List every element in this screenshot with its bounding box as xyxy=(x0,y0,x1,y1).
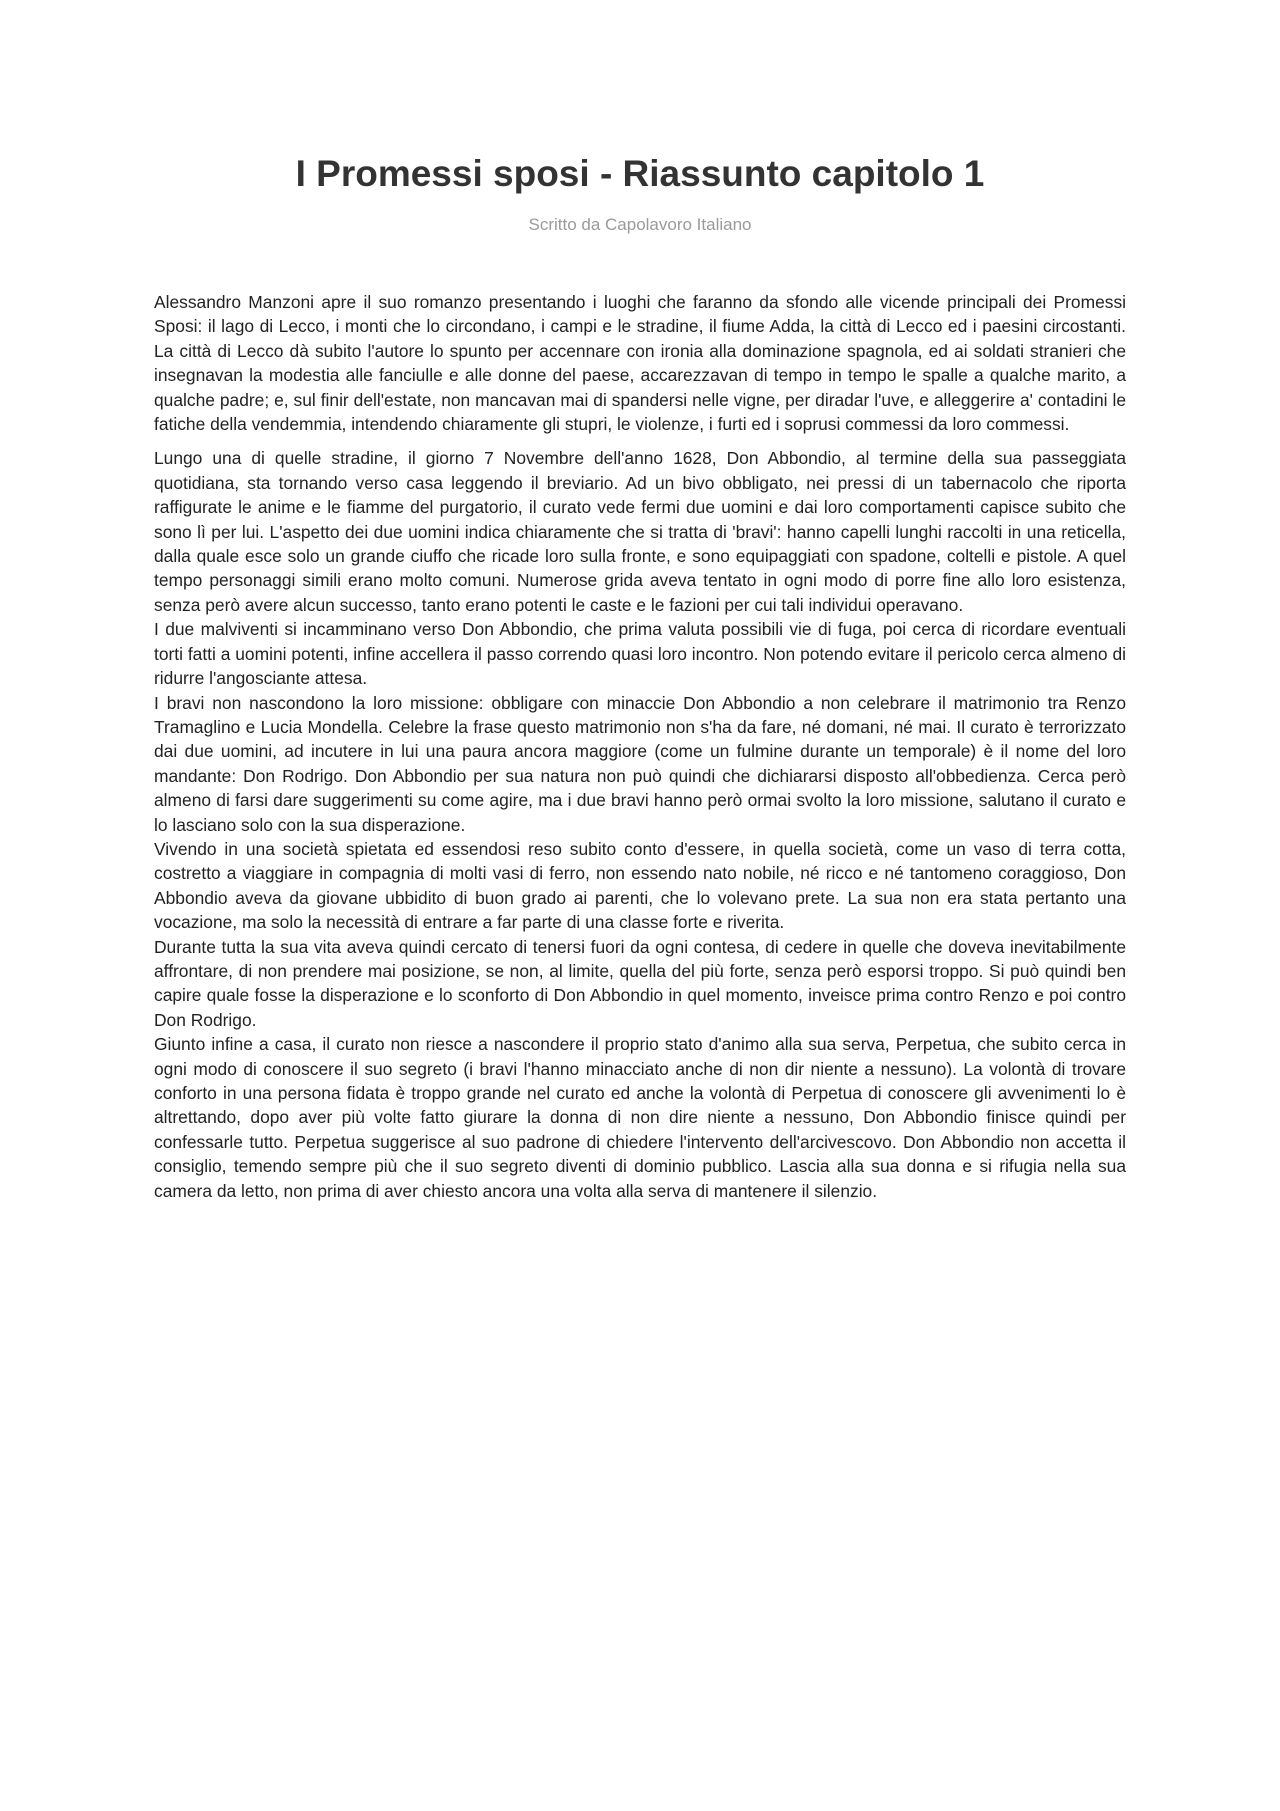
article-body xyxy=(154,290,1126,1213)
author-byline: Scritto da Capolavoro Italiano xyxy=(528,215,752,234)
paragraph: Alessandro Manzoni apre il suo romanzo presentando i luoghi che faranno da sfondo alle vicende principali dei Promessi Sposi: il lago di Lecco, i monti che lo circondano, i campi e le stradine, il fiume Adda, la città di Lecco ed i paesini circostanti. La città di Lecco dà subito l'autore lo spunto per accennare con ironia alla dominazione spagnola, ed ai soldati stranieri che insegnavan la modestia alle fanciulle e alle donne del paese, accarezzavan di tempo in tempo le spalle a qualche marito, a qualche padre; e, sul finir dell'estate, non mancavan mai di spandersi nelle vigne, per diradar l'uve, e alleggerire a' contadini le fatiche della vendemmia, intendendo chiaramente gli stupri, le violenze, i furti ed i soprusi commessi da loro commessi. xyxy=(154,292,1126,435)
page-title: I Promessi sposi - Riassunto capitolo 1 xyxy=(295,153,985,194)
paragraph: Lungo una di quelle stradine, il giorno 7 Novembre dell'anno 1628, Don Abbondio, al termine della sua passeggiata quotidiana, sta tornando verso casa leggendo il breviario. Ad un bivo obbligato, nei pressi di un tabernacolo che riporta raffigurate le anime e le fiamme del purgatorio, il curato vede fermi due uomini e dai loro comportamenti capisce subito che sono lì per lui. L'aspetto dei due uomini indica chiaramente che si tratta di 'bravi': hanno capelli lunghi raccolti in una reticella, dalla quale esce solo un grande ciuffo che ricade loro sulla fronte, e sono equipaggiati con spadone, coltelli e pistole. A quel tempo personaggi simili erano molto comuni. Numerose grida aveva tentato in ogni modo di porre fine allo loro esistenza, senza però avere alcun successo, tanto erano potenti le caste e le fazioni per cui tali individui operavano. I due malviventi si incamminano verso Don Abbondio, che prima valuta possibili vie di fuga, poi cerca di ricordare eventuali torti fatti a uomini potenti, infine accellera il passo correndo quasi loro incontro. Non potendo evitare il pericolo cerca almeno di ridurre l'angosciante attesa. I bravi non nascondono la loro missione: obbligare con minaccie Don Abbondio a non celebrare il matrimonio tra Renzo Tramaglino e Lucia Mondella. Celebre la frase questo matrimonio non s'ha da fare, né domani, né mai. Il curato è terrorizzato dai due uomini, ad incutere in lui una paura ancora maggiore (come un fulmine durante un temporale) è il nome del loro mandante: Don Rodrigo. Don Abbondio per sua natura non può quindi che dichiararsi disposto all'obbedienza. Cerca però almeno di farsi dare suggerimenti su come agire, ma i due bravi hanno però ormai svolto la loro missione, salutano il curato e lo lasciano solo con la sua disperazione. Vivendo in una società spietata ed essendosi reso subito conto d'essere, in quella società, come un vaso di terra cotta, costretto a viaggiare in compagnia di molti vasi di ferro, non essendo nato nobile, né ricco e né tantomeno coraggioso, Don Abbondio aveva da giovane ubbidito di buon grado ai parenti, che lo volevano prete. La sua non era stata pertanto una vocazione, ma solo la necessità di entrare a far parte di una classe forte e riverita. Durante tutta la sua vita aveva quindi cercato di tenersi fuori da ogni contesa, di cedere in quelle che doveva inevitabilmente affrontare, di non prendere mai posizione, se non, al limite, quella del più forte, senza però esporsi troppo. Si può quindi ben capire quale fosse la disperazione e lo sconforto di Don Abbondio in quel momento, inveisce prima contro Renzo e poi contro Don Rodrigo. Giunto infine a casa, il curato non riesce a nascondere il proprio stato d'animo alla sua serva, Perpetua, che subito cerca in ogni modo di conoscere il suo segreto (i bravi l'hanno minacciato anche di non dir niente a nessuno). La volontà di trovare conforto in una persona fidata è troppo grande nel curato ed anche la volontà di Perpetua di conoscere gli avvenimenti lo è altrettando, dopo aver più volte fatto giurare la donna di non dire niente a nessuno, Don Abbondio finisce quindi per confessarle tutto. Perpetua suggerisce al suo padrone di chiedere l'intervento dell'arcivescovo. Don Abbondio non accetta il consiglio, temendo sempre più che il suo segreto diventi di dominio pubblico. Lascia alla sua donna e si rifugia nella sua camera da letto, non prima di aver chiesto ancora una volta alla serva di mantenere il silenzio. xyxy=(154,448,1126,1201)
